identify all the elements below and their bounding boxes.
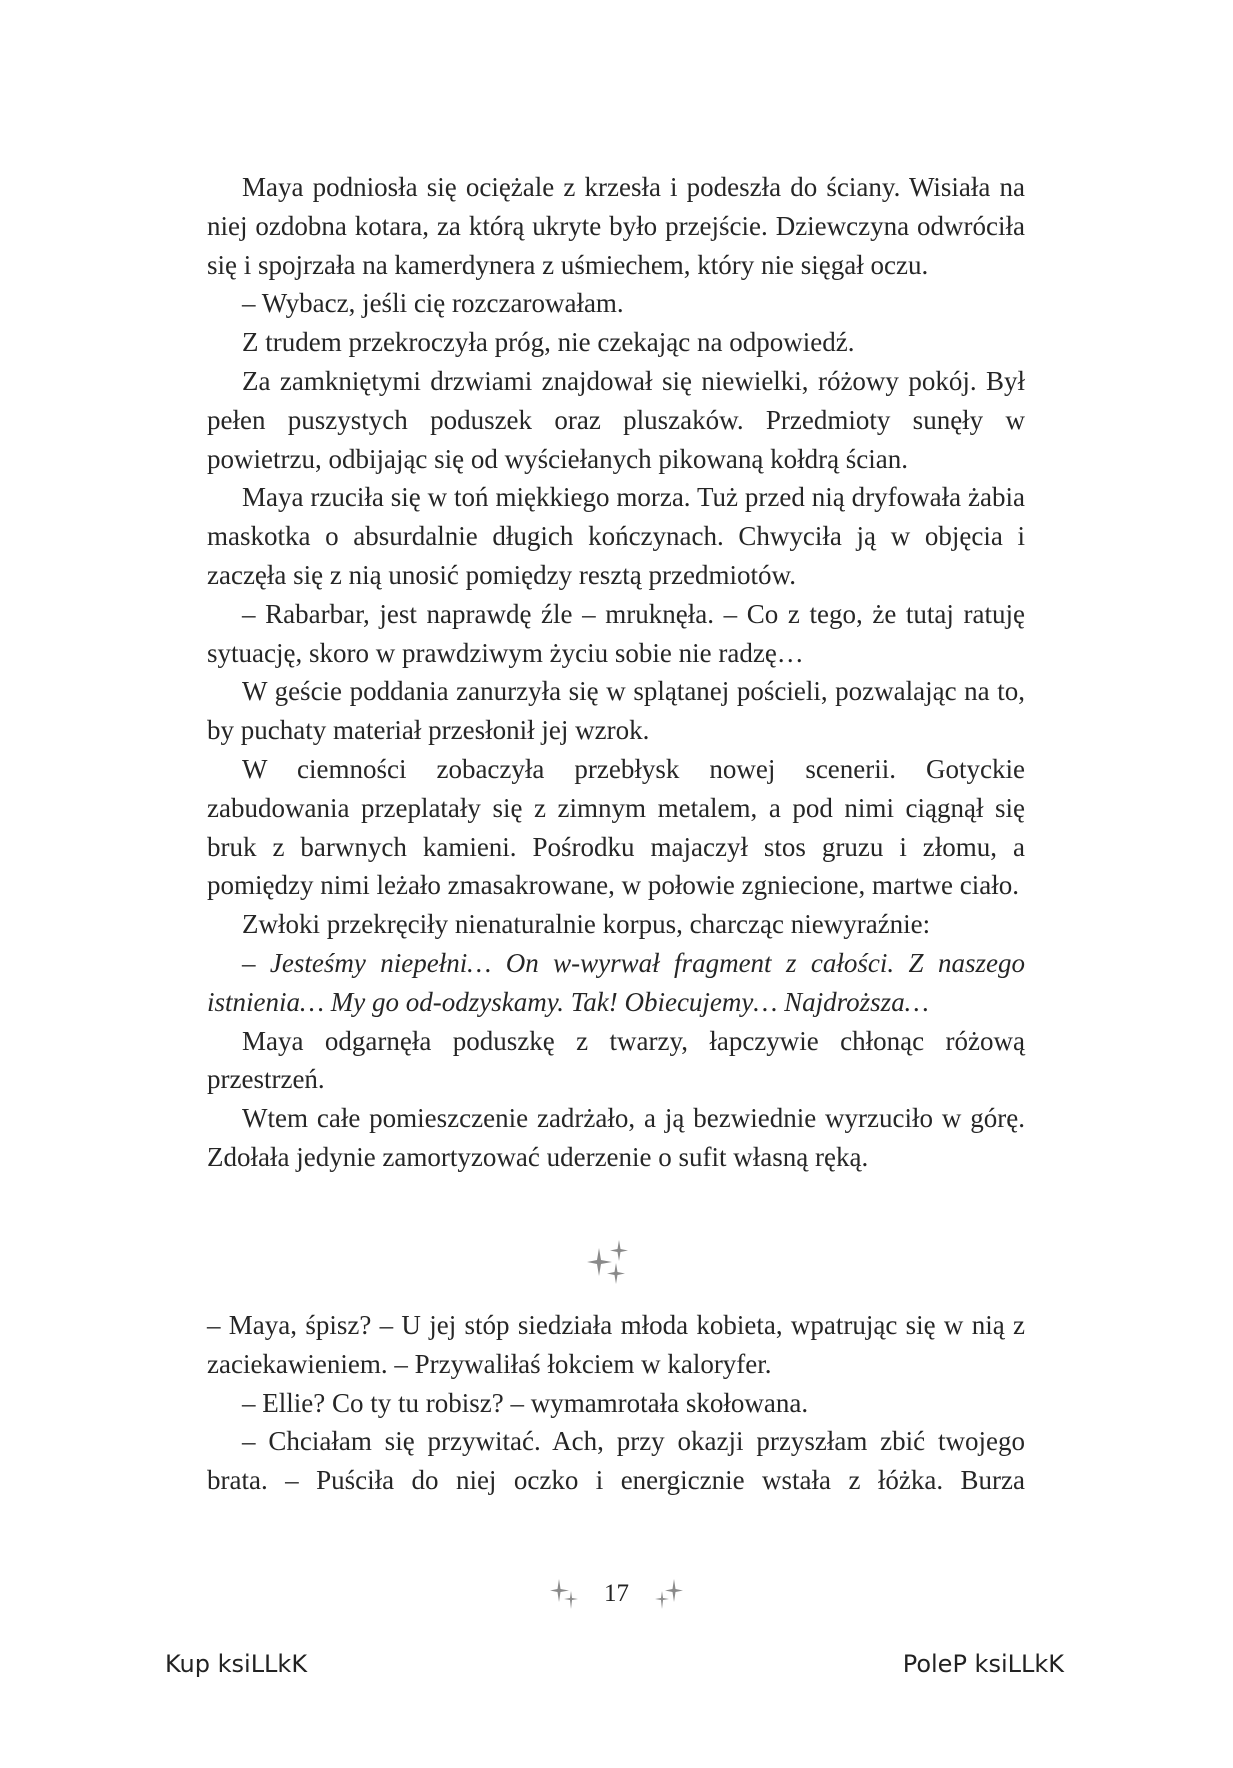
paragraph: Z trudem przekroczyła próg, nie czekając na odpowiedź. — [242, 327, 855, 358]
paragraph: Maya odgarnęła poduszkę z twarzy, łapczywie chłonąc różową przestrzeń. — [207, 1025, 1025, 1095]
sparkle-left-icon — [550, 1577, 580, 1611]
paragraph: – Ellie? Co ty tu robisz? – wymamrotała skołowana. — [242, 1387, 809, 1418]
body-text-bottom — [207, 1306, 1025, 1500]
page-number: 17 — [604, 1580, 629, 1607]
sparkle-stars-icon — [585, 1238, 633, 1288]
paragraph: – Maya, śpisz? – U jej stóp siedziała młoda kobieta, wpatrując się w nią z zaciekawieniem. – Przywaliłaś łokciem w kaloryfer. — [207, 1310, 1025, 1379]
paragraph: – Rabarbar, jest naprawdę źle – mruknęła. – Co z tego, że tutaj ratuję sytuację, skoro w prawdziwym życiu sobie nie radzę… — [207, 598, 1025, 668]
buy-book-link[interactable]: Kup ksiLLkK — [165, 1650, 308, 1678]
paragraph: Wtem całe pomieszczenie zadrżało, a ją bezwiednie wyrzuciło w górę. Zdołała jedynie zamortyzować uderzenie o sufit własną ręką. — [207, 1103, 1025, 1172]
paragraph: Maya rzuciła się w toń miękkiego morza. Tuż przed nią dryfowała żabia maskotka o absurdalnie długich kończynach. Chwyciła ją w objęcia i zaczęła się z nią unosić pomiędzy resztą przedmiotów. — [207, 482, 1025, 590]
paragraph: – Chciałam się przywitać. Ach, przy okazji przyszłam zbić twojego brata. – Puściła do niej oczko i energicznie wstała z łóżka. Burza — [207, 1426, 1025, 1496]
body-text-top — [207, 168, 1025, 1177]
paragraph: W ciemności zobaczyła przebłysk nowej scenerii. Gotyckie zabudowania przeplatały się z zimnym metalem, a pod nimi ciągnął się bruk z barwnych kamieni. Pośrodku majaczył stos gruzu i złomu, a pomiędzy nimi leżało zmasakrowane, w połowie zgniecione, martwe ciało. — [207, 753, 1025, 901]
page-number-row — [0, 1577, 1233, 1611]
paragraph: Zwłoki przekręciły nienaturalnie korpus, charcząc niewyraźnie: — [242, 909, 931, 940]
paragraph-italic: – Jesteśmy niepełni… On w-wyrwał fragment z całości. Z naszego istnienia… My go od-odzyskamy. Tak! Obiecujemy… Najdroższa… — [207, 947, 1025, 1017]
sparkle-right-icon — [653, 1577, 683, 1611]
paragraph: Za zamkniętymi drzwiami znajdował się niewielki, różowy pokój. Był pełen puszystych poduszek oraz pluszaków. Przedmioty sunęły w powietrzu, odbijając się od wyściełanych pikowaną kołdrą ścian. — [207, 365, 1025, 474]
recommend-book-link[interactable]: PoleP ksiLLkK — [902, 1650, 1064, 1678]
paragraph: – Wybacz, jeśli cię rozczarowałam. — [242, 288, 624, 319]
paragraph: Maya podniosła się ociężale z krzesła i podeszła do ściany. Wisiała na niej ozdobna kotara, za którą ukryte było przejście. Dziewczyna odwróciła się i spojrzała na kamerdynera z uśmiechem, który nie sięgał oczu. — [207, 172, 1025, 280]
paragraph: W geście poddania zanurzyła się w splątanej pościeli, pozwalając na to, by puchaty materiał przesłonił jej wzrok. — [207, 676, 1025, 746]
